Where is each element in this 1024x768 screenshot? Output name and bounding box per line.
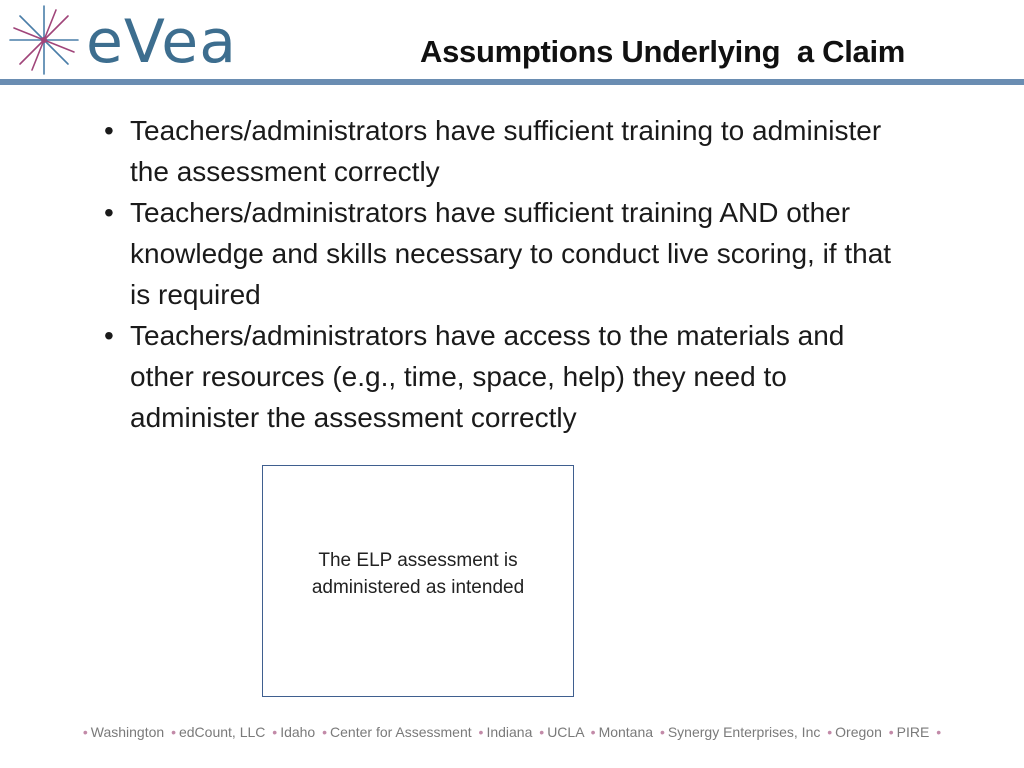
bullet-item: • Teachers/administrators have sufficient training AND other knowledge and skills necessary to conduct live scoring, if that is required [100, 192, 900, 315]
footer-partner: Indiana [486, 724, 533, 740]
starburst-logo-icon [6, 2, 84, 80]
footer-partner: UCLA [547, 724, 584, 740]
logo-wordmark: eVea [86, 7, 237, 77]
footer-partner: Washington [90, 724, 165, 740]
footer-partner: edCount, LLC [178, 724, 266, 740]
logo [6, 2, 246, 80]
bullet-item: • Teachers/administrators have sufficient training to administer the assessment correctly [100, 110, 900, 192]
bullet-list [100, 110, 900, 438]
bullet-item: • Teachers/administrators have access to the materials and other resources (e.g., time, space, help) they need to administer the assessment correctly [100, 315, 900, 438]
slide-title: Assumptions Underlying a Claim [420, 34, 906, 69]
footer-partner: Oregon [835, 724, 882, 740]
footer-partner: Synergy Enterprises, Inc [667, 724, 821, 740]
claim-text: The ELP assessment is administered as intended [311, 550, 525, 598]
footer-partner: Center for Assessment [330, 724, 472, 740]
footer-partner: Montana [598, 724, 654, 740]
title-divider [0, 79, 1024, 85]
claim-box [262, 465, 574, 697]
partner-footer: • Washington • edCount, LLC • Idaho • Center for Assessment • Indiana • UCLA • Montana • Synergy Enterprises, Inc • Oregon • PIRE • [82, 724, 942, 740]
footer-partner: PIRE [896, 724, 930, 740]
footer-partner: Idaho [280, 724, 316, 740]
